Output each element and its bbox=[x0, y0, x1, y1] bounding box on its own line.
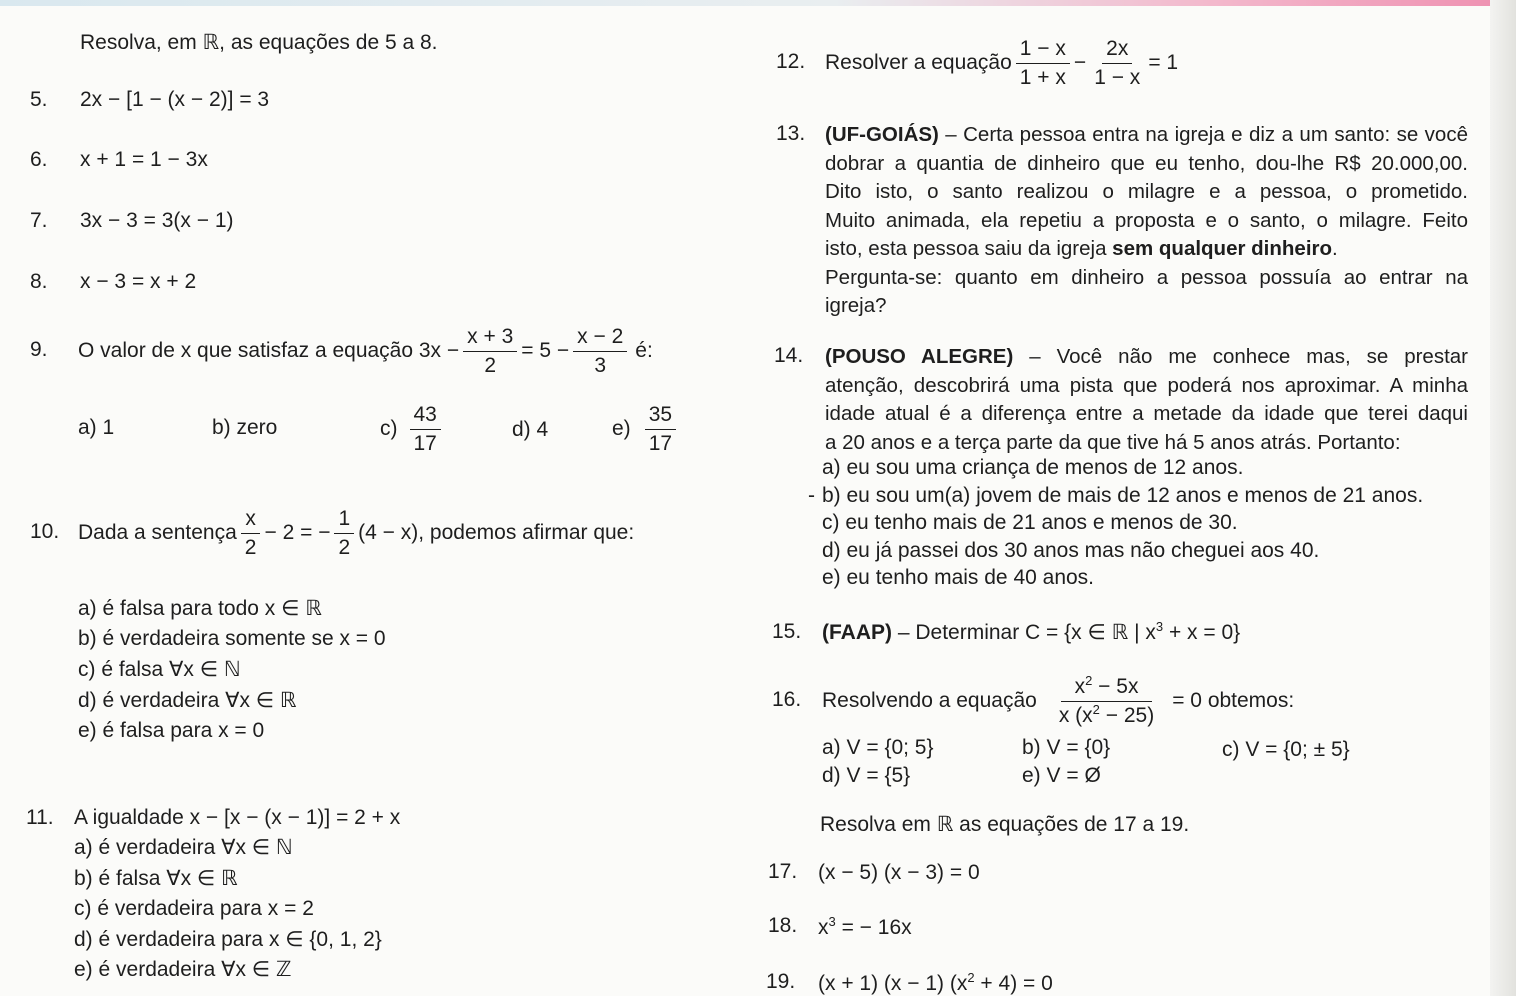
page-right-edge bbox=[1490, 0, 1516, 996]
q14-source: (POUSO ALEGRE) bbox=[825, 345, 1014, 368]
q11-option-e: e) é verdadeira ∀x ∈ ℤ bbox=[74, 958, 292, 981]
q16-option-d: d) V = {5} bbox=[822, 764, 911, 787]
question-5-equation: 2x − [1 − (x − 2)] = 3 bbox=[80, 88, 270, 111]
q9-option-a: a) 1 bbox=[78, 416, 115, 439]
q9-option-b: b) zero bbox=[212, 416, 278, 439]
q9-option-d: d) 4 bbox=[512, 418, 549, 441]
question-8-equation: x − 3 = x + 2 bbox=[80, 270, 197, 293]
question-number-10: 10. bbox=[30, 520, 60, 543]
q14-option-a: a) eu sou uma criança de menos de 12 anos. bbox=[822, 456, 1244, 479]
q14-pencil-mark: - bbox=[808, 484, 815, 507]
question-12-statement: Resolver a equação $\frac{1 - x}{1 + x}$ − $\frac{2x}{1 - x}$ = 1 bbox=[825, 36, 1179, 89]
question-19-equation: (x + 1) (x − 1) $(x^2 + 4) = 0$ bbox=[818, 970, 1053, 995]
q9-fraction-1: $\frac{x + 3}{2}$ bbox=[463, 325, 517, 378]
q13-bold-phrase: sem qualquer dinheiro bbox=[1112, 237, 1333, 260]
q14-option-c: c) eu tenho mais de 21 anos e menos de 30. bbox=[822, 511, 1238, 534]
q14-option-d: d) eu já passei dos 30 anos mas não cheguei aos 40. bbox=[822, 539, 1320, 562]
question-11-statement: A igualdade x − [x − (x − 1)] = 2 + x bbox=[74, 806, 401, 829]
q10-fraction-2: $\frac{1}{2}$ bbox=[334, 507, 354, 560]
question-14-text: (POUSO ALEGRE) – Você não me conhece mas, se prestar atenção, descobrirá uma pista que poderá nos aproximar. A minha idade atual é a diferença entre a metade da idade que terei daqui a 20 anos e a terça parte da que tive há 5 anos atrás. Portanto: bbox=[825, 345, 1468, 454]
q9-fraction-2: $\frac{x - 2}{3}$ bbox=[573, 325, 627, 378]
question-18-equation: $x^3$ = − 16x bbox=[818, 914, 912, 939]
question-number-17: 17. bbox=[768, 860, 798, 883]
q11-option-c: c) é verdadeira para x = 2 bbox=[74, 897, 314, 920]
question-number-11: 11. bbox=[26, 806, 54, 829]
question-number-13: 13. bbox=[776, 122, 806, 145]
q16-option-e: e) V = Ø bbox=[1022, 764, 1101, 787]
q9-option-c: c) $\frac{43}{17}$ bbox=[380, 400, 445, 458]
q12-fraction-2: $\frac{2x}{1 - x}$ bbox=[1094, 36, 1141, 89]
question-9-statement bbox=[78, 322, 653, 380]
q10-option-a: a) é falsa para todo x ∈ ℝ bbox=[78, 597, 322, 620]
q11-option-d: d) é verdadeira para x ∈ {0, 1, 2} bbox=[74, 928, 382, 951]
question-number-19: 19. bbox=[766, 970, 796, 993]
question-13-text: (UF-GOIÁS) – Certa pessoa entra na igreja e diz a um santo: se você dobrar a quantia de dinheiro que eu tenho, dou-lhe R$ 20.000,00. Dito isto, o santo realizou o milagre e a pessoa, o prometido. Muito animada, ela repetiu a proposta e o santo, o milagre. Feito isto, esta pessoa saiu da igreja sem qualquer dinheiro. Pergunta-se: quanto em dinheiro a pessoa possuía ao entrar na igreja? bbox=[825, 123, 1468, 317]
question-number-16: 16. bbox=[772, 688, 802, 711]
q10-option-b: b) é verdadeira somente se x = 0 bbox=[78, 627, 386, 650]
q9-mid: = 5 − bbox=[521, 339, 570, 362]
question-6-equation: x + 1 = 1 − 3x bbox=[80, 148, 208, 171]
q9-lead: O valor de x que satisfaz a equação 3x − bbox=[78, 339, 460, 362]
q10-fraction-1: $\frac{x}{2}$ bbox=[241, 507, 261, 560]
q16-option-a: a) V = {0; 5} bbox=[822, 736, 934, 759]
q11-option-a: a) é verdadeira ∀x ∈ ℕ bbox=[74, 836, 293, 859]
question-number-18: 18. bbox=[768, 914, 798, 937]
q15-source: (FAAP) bbox=[822, 621, 892, 644]
q13-source: (UF-GOIÁS) bbox=[825, 123, 939, 146]
q10-option-c: c) é falsa ∀x ∈ ℕ bbox=[78, 658, 241, 681]
q10-option-e: e) é falsa para x = 0 bbox=[78, 719, 265, 742]
q16-option-c: c) V = {0; ± 5} bbox=[1222, 738, 1350, 761]
question-16-statement: Resolvendo a equação $\frac{x^2 - 5x}{x (x^2 - 25)}$ = 0 obtemos: bbox=[822, 672, 1295, 727]
q12-fraction-1: $\frac{1 - x}{1 + x}$ bbox=[1016, 37, 1070, 90]
instruction-17-19: Resolva em ℝ as equações de 17 a 19. bbox=[820, 813, 1190, 836]
question-17-equation: (x − 5) (x − 3) = 0 bbox=[818, 861, 980, 884]
question-number-6: 6. bbox=[30, 148, 48, 171]
q9-option-e: e) $\frac{35}{17}$ bbox=[612, 400, 680, 458]
question-number-14: 14. bbox=[774, 344, 804, 367]
question-7-equation: 3x − 3 = 3(x − 1) bbox=[80, 209, 234, 232]
question-15-statement: (FAAP) – Determinar C = {x ∈ ℝ | $x^3 + x = 0$} bbox=[822, 619, 1241, 644]
q9-tail: é: bbox=[635, 339, 653, 362]
question-number-15: 15. bbox=[772, 620, 802, 643]
q14-option-b: b) eu sou um(a) jovem de mais de 12 anos e menos de 21 anos. bbox=[822, 484, 1424, 507]
question-number-12: 12. bbox=[776, 50, 806, 73]
question-number-9: 9. bbox=[30, 338, 48, 361]
question-10-statement: Dada a sentença $\frac{x}{2}$ − 2 = − $\frac{1}{2}$ (4 − x), podemos afirmar que: bbox=[78, 506, 635, 559]
q16-option-b: b) V = {0} bbox=[1022, 736, 1111, 759]
q14-option-e: e) eu tenho mais de 40 anos. bbox=[822, 566, 1095, 589]
q11-option-b: b) é falsa ∀x ∈ ℝ bbox=[74, 867, 238, 890]
q10-option-d: d) é verdadeira ∀x ∈ ℝ bbox=[78, 689, 297, 712]
question-number-5: 5. bbox=[30, 88, 48, 111]
question-number-8: 8. bbox=[30, 270, 48, 293]
instruction-5-8: Resolva, em ℝ, as equações de 5 a 8. bbox=[80, 31, 438, 54]
q16-fraction: $\frac{x^2 - 5x}{x (x^2 - 25)}$ bbox=[1058, 672, 1155, 727]
question-number-7: 7. bbox=[30, 209, 48, 232]
page-top-edge bbox=[0, 0, 1516, 6]
